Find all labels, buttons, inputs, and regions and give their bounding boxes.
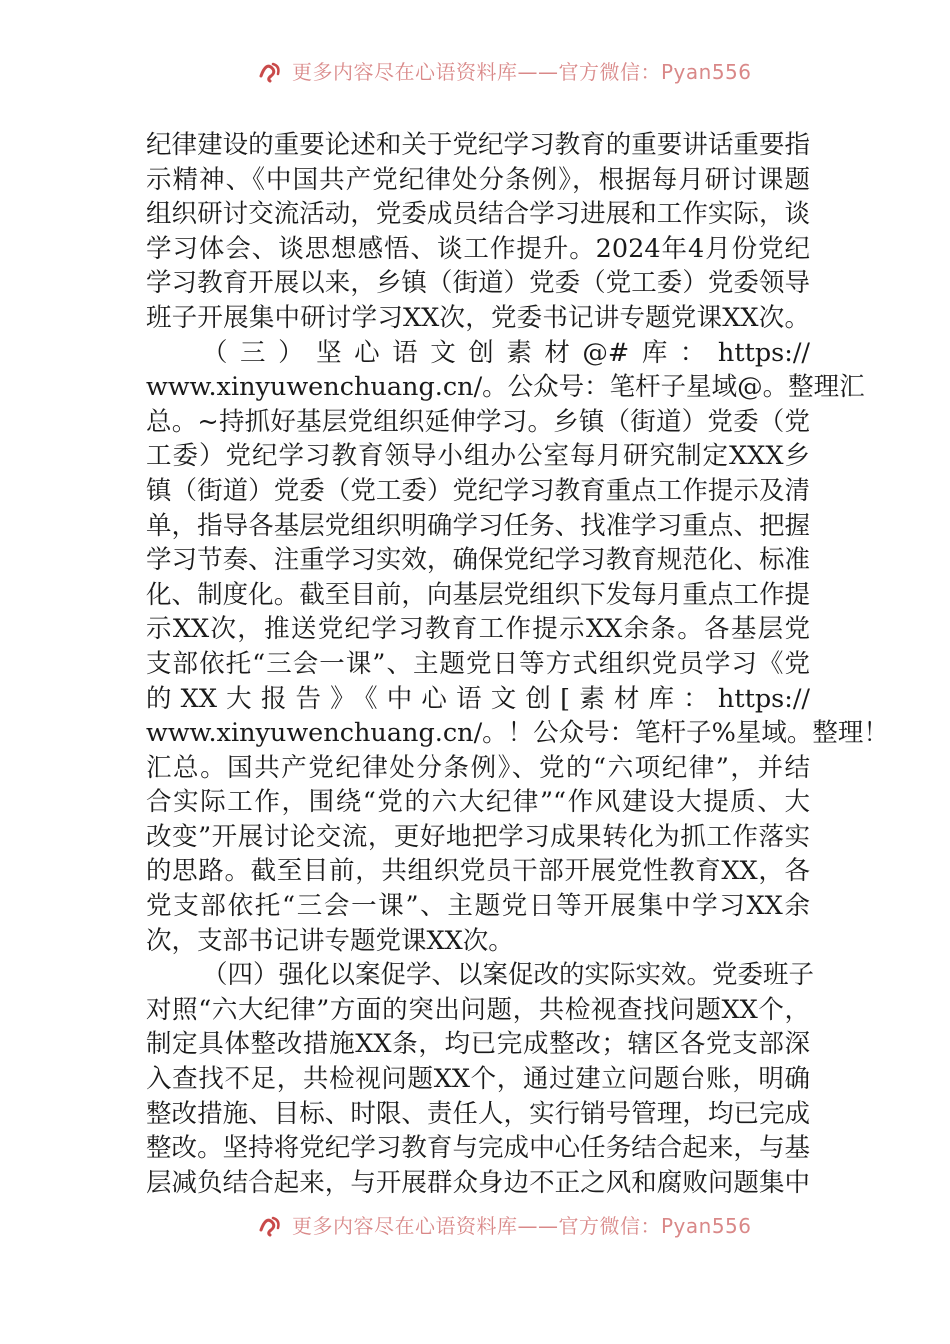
watermark-text: 更多内容尽在心语资料库——官方微信：Pyan556	[292, 60, 752, 84]
text-line: 的思路。截至目前，共组织党员干部开展党性教育XX，各	[146, 856, 810, 887]
section-heading-line: （四）强化以案促学、以案促改的实际实效。党委班子	[202, 960, 815, 991]
watermark-text: 更多内容尽在心语资料库——官方微信：Pyan556	[292, 1214, 752, 1238]
text-line: 汇总。国共产党纪律处分条例》、党的“六项纪律”，并结	[146, 752, 810, 783]
text-line: 工委）党纪学习教育领导小组办公室每月研究制定XXX乡	[146, 441, 810, 472]
text-line: 次，支部书记讲专题党课XX次。	[146, 925, 514, 956]
text-line: 组织研讨交流活动，党委成员结合学习进展和工作实际，谈	[146, 199, 810, 230]
text-line: 层减负结合起来，与开展群众身边不正之风和腐败问题集中	[146, 1167, 810, 1198]
section-heading-line: （三）坚心语文创素材@#库：https://	[202, 337, 810, 368]
watermark-footer	[0, 1208, 950, 1240]
text-line: 单，指导各基层党组织明确学习任务、找准学习重点、把握	[146, 510, 810, 541]
text-line: 对照“六大纪律”方面的突出问题，共检视查找问题XX个，	[146, 994, 810, 1025]
text-line: 学习教育开展以来，乡镇（街道）党委（党工委）党委领导	[146, 268, 810, 299]
text-line: 示XX次，推送党纪学习教育工作提示XX余条。各基层党	[146, 614, 810, 645]
text-line: 总。~持抓好基层党组织延伸学习。乡镇（街道）党委（党	[146, 406, 810, 437]
text-line: 镇（街道）党委（党工委）党纪学习教育重点工作提示及清	[146, 475, 810, 506]
text-line: 合实际工作，围绕“党的六大纪律”“作风建设大提质、大	[146, 787, 810, 818]
text-line: 化、制度化。截至目前，向基层党组织下发每月重点工作提	[146, 579, 810, 610]
text-line: 制定具体整改措施XX条，均已完成整改；辖区各党支部深	[146, 1029, 810, 1060]
text-line: 整改。坚持将党纪学习教育与完成中心任务结合起来，与基	[146, 1133, 810, 1164]
text-line: 班子开展集中研讨学习XX次，党委书记讲专题党课XX次。	[146, 302, 810, 333]
text-line: 的XX大报告》《中心语文创[素材库：https://	[146, 683, 810, 714]
text-line: 整改措施、目标、时限、责任人，实行销号管理，均已完成	[146, 1098, 810, 1129]
text-line: 示精神、《中国共产党纪律处分条例》，根据每月研讨课题	[146, 164, 810, 195]
watermark-header	[0, 54, 950, 86]
document-body	[146, 128, 889, 1200]
text-line: www.xinyuwenchuang.cn/。！公众号：笔杆子%星域。整理！	[146, 718, 889, 749]
watermark-logo-icon	[258, 58, 284, 84]
text-line: 党支部依托“三会一课”、主题党日等开展集中学习XX余	[146, 891, 810, 922]
text-line: 学习节奏、注重学习实效，确保党纪学习教育规范化、标准	[146, 545, 810, 576]
text-line: 改变”开展讨论交流，更好地把学习成果转化为抓工作落实	[146, 821, 810, 852]
text-line: 学习体会、谈思想感悟、谈工作提升。2024年4月份党纪	[146, 233, 810, 264]
text-line: 入查找不足，共检视问题XX个，通过建立问题台账，明确	[146, 1064, 810, 1095]
text-line: 纪律建设的重要论述和关于党纪学习教育的重要讲话重要指	[146, 130, 810, 160]
text-line: 支部依托“三会一课”、主题党日等方式组织党员学习《党	[146, 648, 810, 679]
watermark-logo-icon	[258, 1212, 284, 1238]
text-line: www.xinyuwenchuang.cn/。公众号：笔杆子星域@。整理汇	[146, 372, 865, 403]
